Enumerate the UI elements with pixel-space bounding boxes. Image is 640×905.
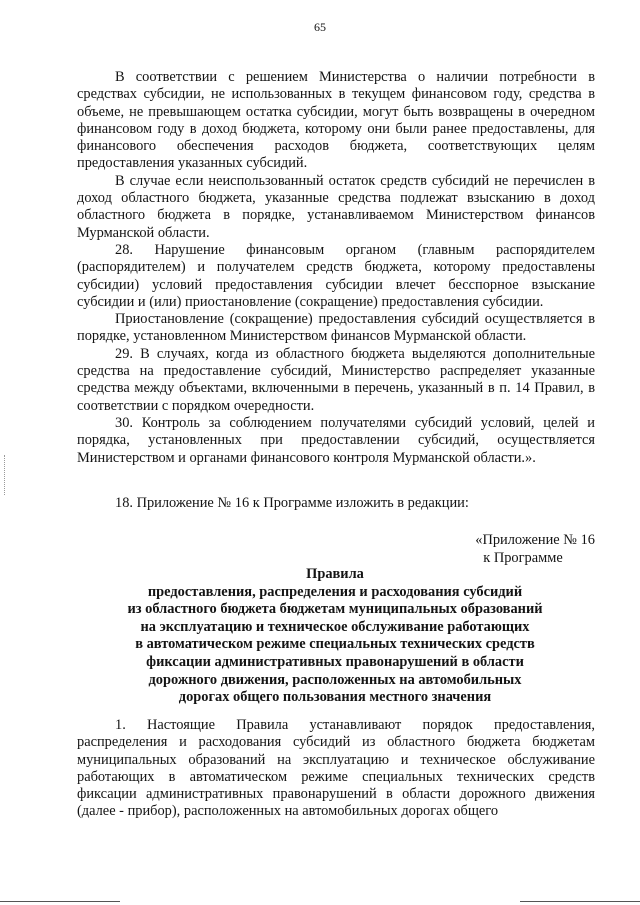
body-text-section-b: [77, 495, 595, 512]
page-number: 65: [314, 20, 326, 34]
title-line: из областного бюджета бюджетам муниципальных образований: [127, 601, 543, 618]
paragraph-item-29: 29. В случаях, когда из областного бюджета выделяются дополнительные средства на предоставление субсидий, Министерство распределяет указанные средства между объектами, включенными в перечень, указанный в п. 14 Правил, в соответствии с порядком очередности.: [77, 345, 595, 414]
title-line: фиксации административных правонарушений в области: [146, 653, 524, 670]
body-text-section-c: [77, 717, 595, 821]
paragraph-item-28: 28. Нарушение финансовым органом (главным распорядителем (распорядителем) и получателем средств бюджета, которому предоставлены субсидии) условий предоставления субсидии влечет бесспорное взыскание субсидии и (или) приостановление (сокращение) предоставления субсидии.: [77, 241, 595, 310]
paragraph: Приостановление (сокращение) предоставления субсидий осуществляется в порядке, установленном Министерством финансов Мурманской области.: [77, 311, 595, 345]
title-line: Правила: [306, 566, 364, 582]
title-line: в автоматическом режиме специальных технических средств: [135, 636, 535, 653]
paragraph: В соответствии с решением Министерства о наличии потребности в средствах субсидии, не использованных в текущем финансовом году, средства в объеме, не превышающем остатка субсидии, могут быть возвращены в очередном финансовом году в доход бюджета, которому они были ранее предоставлены, для финансового обеспечения расходов бюджета, соответствующих целям предоставления указанных субсидий.: [77, 69, 595, 172]
scan-margin-mark: [4, 455, 7, 495]
appendix-line-2: к Программе: [483, 550, 563, 566]
paragraph-item-1: 1. Настоящие Правила устанавливают порядок предоставления, распределения и расходования субсидий из областного бюджета бюджетам муниципальных образований на эксплуатацию и техническое обслуживание работающих в автоматическом режиме специальных технических средств фиксации административных правонарушений в области дорожного движения (далее - прибор), расположенных на автомобильных дорогах общего: [77, 717, 595, 820]
rules-title: [70, 566, 600, 707]
paragraph: В случае если неиспользованный остаток средств субсидий не перечислен в доход областного бюджета, указанные средства подлежат взысканию в доход областного бюджета в порядке, устанавливаемом Министерством финансов Мурманской области.: [77, 172, 595, 241]
title-line: предоставления, распределения и расходования субсидий: [147, 583, 523, 600]
appendix-reference: [475, 531, 595, 567]
paragraph-item-30: 30. Контроль за соблюдением получателями субсидий условий, целей и порядка, установленных при предоставлении субсидий, осуществляется Министерством и органами финансового контроля Мурманской области.».: [77, 414, 595, 466]
appendix-line-1: «Приложение № 16: [475, 532, 595, 548]
title-line: на эксплуатацию и техническое обслуживание работающих: [140, 618, 530, 635]
amendment-paragraph: 18. Приложение № 16 к Программе изложить в редакции:: [115, 495, 469, 511]
scan-edge-line-left: [0, 901, 120, 902]
scan-edge-line-right: [520, 901, 640, 902]
body-text-section-a: [77, 69, 595, 467]
title-line: дорогах общего пользования местного значения: [178, 689, 492, 706]
title-line: дорожного движения, расположенных на автомобильных: [148, 671, 522, 688]
